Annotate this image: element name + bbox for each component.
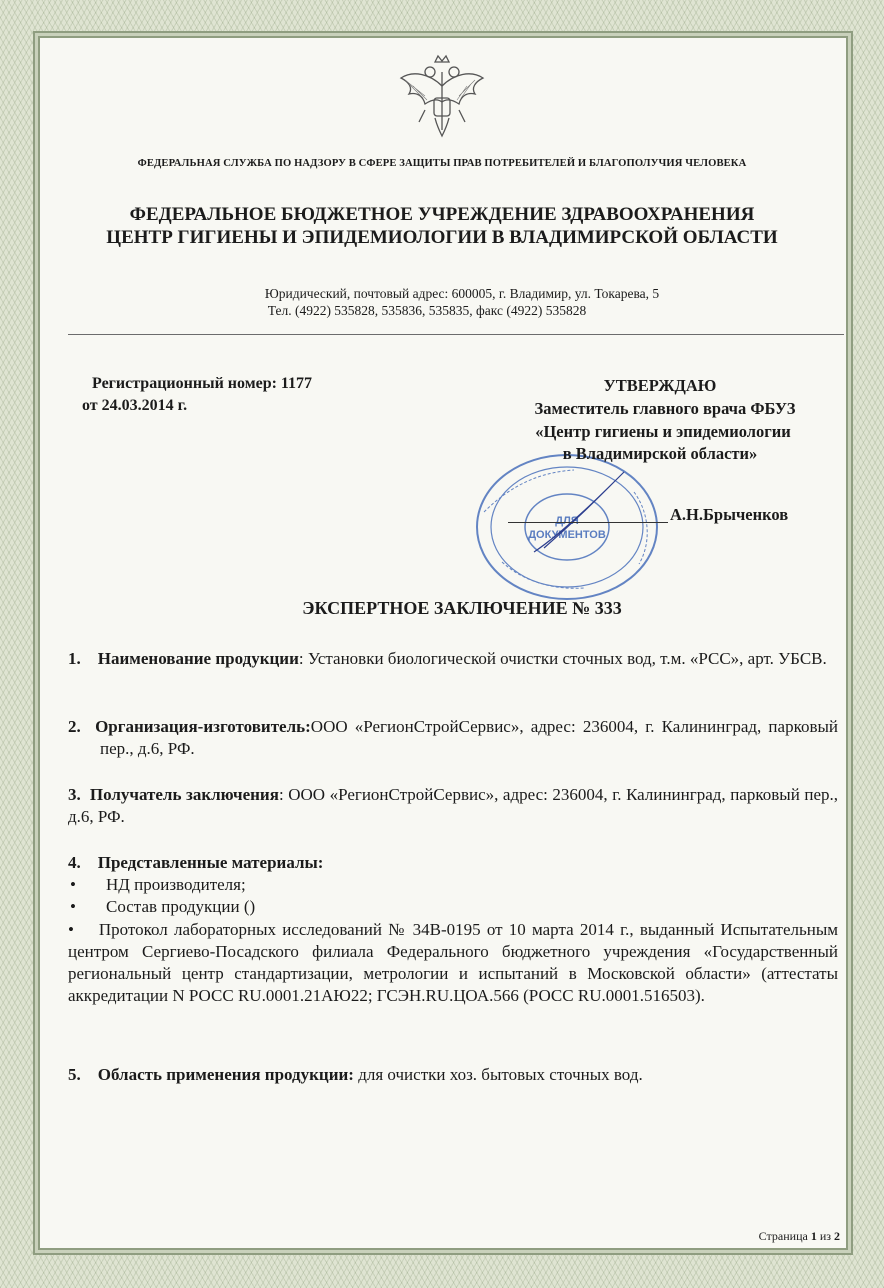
materials-item: • Состав продукции () — [70, 897, 256, 916]
round-stamp-icon — [474, 452, 660, 602]
approval-title: УТВЕРЖДАЮ — [603, 376, 717, 395]
section-recipient: 3. Получатель заключения: ООО «РегионСтройСервис», адрес: 236004, г. Калининград, парковый пер., д.6, РФ. — [68, 785, 838, 826]
approval-organization-line-2: в Владимирской области» — [562, 444, 758, 463]
svg-text:ДЛЯ: ДЛЯ — [555, 515, 579, 527]
header-divider — [68, 334, 844, 335]
section-materials: 4. Представленные материалы: • НД производителя; • Состав продукции () • Протокол лабораторных исследований № 34В-0195 от 10 марта 2014 г., выданный Испытательным центром Сергиево-Посадского филиала Федерального бюджетного учреждения «Государственный региональный центр стандартизации, метрологии и испытаний в Московской области» (аттестаты аккредитации N РОСС RU.0001.21АЮ22; ГСЭН.RU.ЦОА.566 (РОСС RU.0001.516503). — [68, 853, 839, 1005]
registration-date: от 24.03.2014 г. — [82, 397, 188, 414]
page-counter: Страница 1 из 2 — [758, 1229, 840, 1243]
svg-text:ДОКУМЕНТОВ: ДОКУМЕНТОВ — [528, 529, 606, 541]
signature-line — [508, 522, 668, 523]
signer-name: А.Н.Брыченков — [670, 505, 789, 524]
double-headed-eagle-emblem-icon — [395, 52, 489, 142]
institution-address: Юридический, почтовый адрес: 600005, г. Владимир, ул. Токарева, 5 — [264, 286, 660, 301]
materials-item: • Протокол лабораторных исследований № 34В-0195 от 10 марта 2014 г., выданный Испытательным центром Сергиево-Посадского филиала Федерального бюджетного учреждения «Государственный региональный центр стандартизации, метрологии и испытаний в Московской области» (аттестаты аккредитации N РОСС RU.0001.21АЮ22; ГСЭН.RU.ЦОА.566 (РОСС RU.0001.516503). — [68, 920, 839, 1005]
section-manufacturer: 2. Организация-изготовитель:ООО «РегионСтройСервис», адрес: 236004, г. Калининград, парковый пер., д.6, РФ. — [68, 717, 839, 758]
document-title: ЭКСПЕРТНОЕ ЗАКЛЮЧЕНИЕ № 333 — [302, 598, 622, 618]
institution-phones: Тел. (4922) 535828, 535836, 535835, факс (4922) 535828 — [267, 303, 587, 318]
registration-number: Регистрационный номер: 1177 — [92, 375, 313, 392]
section-product-name: 1. Наименование продукции: Установки биологической очистки сточных вод, т.м. «РСС», арт. УБСВ. — [68, 649, 827, 668]
section-application-area: 5. Область применения продукции: для очистки хоз. бытовых сточных вод. — [68, 1065, 643, 1084]
agency-name: ФЕДЕРАЛЬНАЯ СЛУЖБА ПО НАДЗОРУ В СФЕРЕ ЗАЩИТЫ ПРАВ ПОТРЕБИТЕЛЕЙ И БЛАГОПОЛУЧИЯ ЧЕЛОВЕКА — [137, 158, 747, 169]
approval-position: Заместитель главного врача ФБУЗ — [534, 399, 796, 418]
institution-name-line-2: ЦЕНТР ГИГИЕНЫ И ЭПИДЕМИОЛОГИИ В ВЛАДИМИРСКОЙ ОБЛАСТИ — [106, 227, 778, 248]
materials-item: • НД производителя; — [70, 875, 246, 894]
institution-name-line-1: ФЕДЕРАЛЬНОЕ БЮДЖЕТНОЕ УЧРЕЖДЕНИЕ ЗДРАВООХРАНЕНИЯ — [129, 204, 755, 225]
approval-organization-line-1: «Центр гигиены и эпидемиологии — [535, 422, 791, 441]
